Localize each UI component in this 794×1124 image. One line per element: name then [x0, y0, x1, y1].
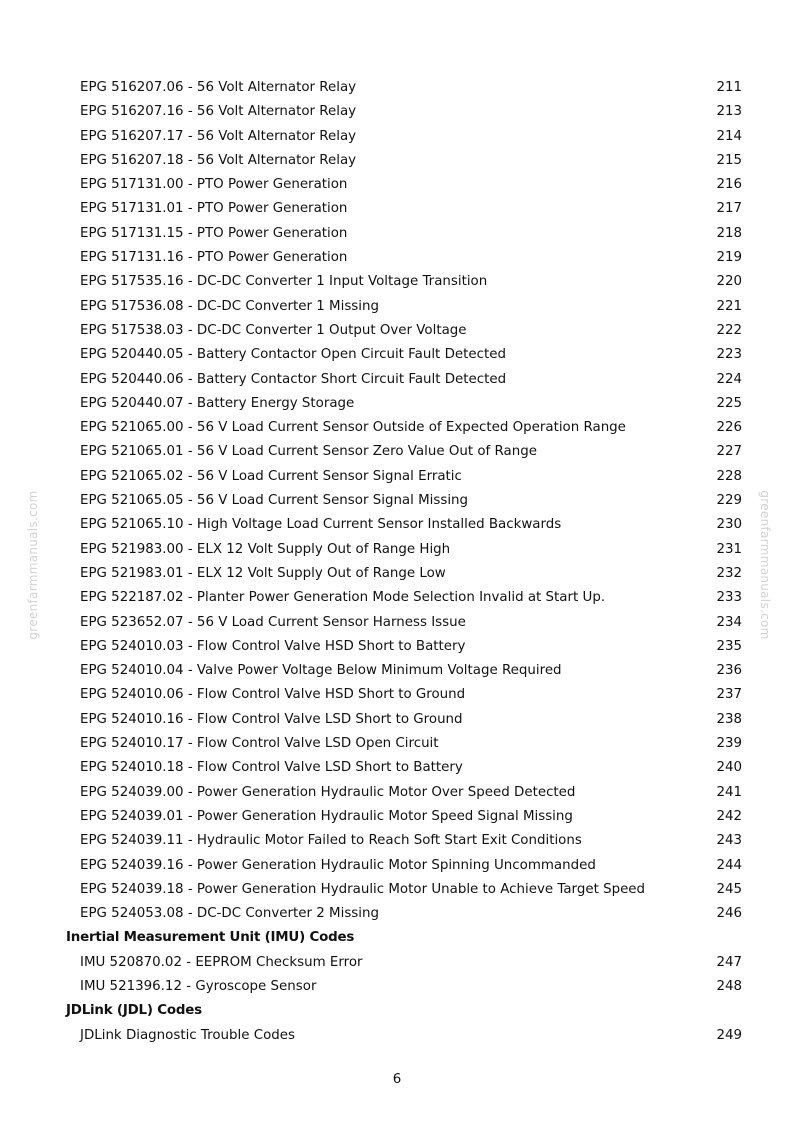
toc-entry-title: EPG 521983.01 - ELX 12 Volt Supply Out of Range Low	[80, 565, 446, 581]
toc-entry[interactable]	[0, 246, 794, 270]
toc-entry-title: EPG 517131.15 - PTO Power Generation	[80, 225, 348, 241]
toc-entry[interactable]	[0, 538, 794, 562]
toc-entry[interactable]	[0, 635, 794, 659]
toc-entry-page: 240	[716, 760, 742, 776]
toc-entry-page: 234	[716, 614, 742, 630]
toc-entry-title: EPG 524010.16 - Flow Control Valve LSD Short to Ground	[80, 711, 463, 727]
toc-entry-page: 220	[716, 274, 742, 290]
toc-entry-title: EPG 516207.16 - 56 Volt Alternator Relay	[80, 104, 357, 120]
toc-entry-page: 219	[716, 250, 742, 266]
toc-entry-page: 245	[716, 881, 742, 897]
toc-entry[interactable]	[0, 732, 794, 756]
toc-entry-page: 242	[716, 808, 742, 824]
toc-entry[interactable]	[0, 392, 794, 416]
toc-entry-title: EPG 521065.05 - 56 V Load Current Sensor Signal Missing	[80, 493, 469, 509]
toc-entry-title: EPG 524010.04 - Valve Power Voltage Below Minimum Voltage Required	[80, 663, 562, 679]
toc-entry-title: EPG 524010.18 - Flow Control Valve LSD Short to Battery	[80, 760, 463, 776]
toc-entry-title: EPG 524039.01 - Power Generation Hydraulic Motor Speed Signal Missing	[80, 808, 573, 824]
toc-entry-page: 231	[716, 541, 742, 557]
toc-section-heading	[0, 926, 794, 950]
toc-entry[interactable]	[0, 586, 794, 610]
toc-entry-page: 249	[716, 1027, 742, 1043]
toc-entry[interactable]	[0, 319, 794, 343]
toc-entry[interactable]	[0, 878, 794, 902]
toc-entry[interactable]	[0, 416, 794, 440]
toc-entry-page: 233	[716, 590, 742, 606]
toc-entry[interactable]	[0, 100, 794, 124]
toc-entry-page: 247	[716, 954, 742, 970]
toc-entry-title: EPG 524010.17 - Flow Control Valve LSD Open Circuit	[80, 736, 439, 752]
toc-entry-title: JDLink Diagnostic Trouble Codes	[80, 1027, 295, 1043]
toc-entry-page: 241	[716, 784, 742, 800]
toc-entry[interactable]	[0, 343, 794, 367]
watermark-right: greenfarmmanuals.com	[758, 490, 772, 640]
toc-entry-title: EPG 524039.16 - Power Generation Hydraulic Motor Spinning Uncommanded	[80, 857, 596, 873]
toc-entry[interactable]	[0, 756, 794, 780]
toc-entry-title: EPG 521983.00 - ELX 12 Volt Supply Out of Range High	[80, 541, 451, 557]
toc-entry-title: EPG 517131.00 - PTO Power Generation	[80, 177, 348, 193]
toc-entry[interactable]	[0, 295, 794, 319]
toc-entry-title: EPG 517131.16 - PTO Power Generation	[80, 250, 348, 266]
toc-entry-title: EPG 517131.01 - PTO Power Generation	[80, 201, 348, 217]
toc-entry-page: 215	[716, 152, 742, 168]
toc-entry-page: 237	[716, 687, 742, 703]
toc-entry-title: EPG 524010.03 - Flow Control Valve HSD Short to Battery	[80, 638, 466, 654]
toc-entry-page: 229	[716, 493, 742, 509]
toc-entry[interactable]	[0, 951, 794, 975]
toc-entry-page: 216	[716, 177, 742, 193]
toc-entry-title: EPG 522187.02 - Planter Power Generation Mode Selection Invalid at Start Up.	[80, 590, 606, 606]
toc-entry-page: 213	[716, 104, 742, 120]
toc-entry-title: EPG 521065.00 - 56 V Load Current Sensor Outside of Expected Operation Range	[80, 420, 626, 436]
toc-entry-title: EPG 517538.03 - DC-DC Converter 1 Output Over Voltage	[80, 322, 467, 338]
toc-entry-page: 238	[716, 711, 742, 727]
toc-entry[interactable]	[0, 683, 794, 707]
toc-entry[interactable]	[0, 197, 794, 221]
toc-entry[interactable]	[0, 368, 794, 392]
toc-entry[interactable]	[0, 222, 794, 246]
toc-entry-page: 248	[716, 978, 742, 994]
toc-entry-page: 211	[716, 80, 742, 95]
toc-entry-page: 214	[716, 128, 742, 144]
toc-entry[interactable]	[0, 440, 794, 464]
toc-entry-title: EPG 516207.17 - 56 Volt Alternator Relay	[80, 128, 357, 144]
toc-entry-page: 217	[716, 201, 742, 217]
toc-entry-title: EPG 516207.18 - 56 Volt Alternator Relay	[80, 152, 357, 168]
toc-entry-page: 236	[716, 663, 742, 679]
toc-entry[interactable]	[0, 708, 794, 732]
toc-entry-title: EPG 521065.01 - 56 V Load Current Sensor Zero Value Out of Range	[80, 444, 537, 460]
toc-entry-page: 230	[716, 517, 742, 533]
toc-entry-title: EPG 521065.10 - High Voltage Load Current Sensor Installed Backwards	[80, 517, 562, 533]
toc-entry-title: Inertial Measurement Unit (IMU) Codes	[66, 930, 355, 946]
toc-entry[interactable]	[0, 854, 794, 878]
toc-entry[interactable]	[0, 125, 794, 149]
toc-entry-title: JDLink (JDL) Codes	[66, 1003, 202, 1019]
toc-entry[interactable]	[0, 659, 794, 683]
toc-entry-title: EPG 523652.07 - 56 V Load Current Sensor Harness Issue	[80, 614, 466, 630]
toc-entry[interactable]	[0, 465, 794, 489]
toc-entry-page: 227	[716, 444, 742, 460]
toc-entry-page: 232	[716, 565, 742, 581]
toc-entry-page: 223	[716, 347, 742, 363]
toc-entry-title: EPG 520440.06 - Battery Contactor Short Circuit Fault Detected	[80, 371, 507, 387]
toc-entry[interactable]	[0, 489, 794, 513]
toc-entry[interactable]	[0, 173, 794, 197]
toc-entry-page: 243	[716, 833, 742, 849]
toc-entry-page: 246	[716, 906, 742, 922]
watermark-left: greenfarmmanuals.com	[26, 490, 40, 640]
toc-entry[interactable]	[0, 781, 794, 805]
toc-entry-title: EPG 524053.08 - DC-DC Converter 2 Missing	[80, 906, 379, 922]
toc-entry-page: 239	[716, 736, 742, 752]
toc-entry-page: 226	[716, 420, 742, 436]
toc-entry[interactable]	[0, 829, 794, 853]
toc-entry-title: EPG 524039.18 - Power Generation Hydraulic Motor Unable to Achieve Target Speed	[80, 881, 646, 897]
toc-entry-title: EPG 517536.08 - DC-DC Converter 1 Missing	[80, 298, 379, 314]
table-of-contents	[0, 76, 794, 1048]
toc-entry-title: EPG 524010.06 - Flow Control Valve HSD Short to Ground	[80, 687, 466, 703]
toc-entry-page: 244	[716, 857, 742, 873]
toc-entry-title: EPG 520440.05 - Battery Contactor Open Circuit Fault Detected	[80, 347, 506, 363]
toc-entry-page: 225	[716, 395, 742, 411]
toc-entry-title: EPG 524039.11 - Hydraulic Motor Failed to Reach Soft Start Exit Conditions	[80, 833, 582, 849]
toc-entry-title: EPG 516207.06 - 56 Volt Alternator Relay	[80, 80, 357, 95]
toc-entry-page: 218	[716, 225, 742, 241]
toc-entry-title: EPG 520440.07 - Battery Energy Storage	[80, 395, 355, 411]
toc-entry-title: IMU 521396.12 - Gyroscope Sensor	[80, 978, 317, 994]
toc-entry[interactable]	[0, 562, 794, 586]
toc-entry[interactable]	[0, 149, 794, 173]
toc-entry-page: 221	[716, 298, 742, 314]
toc-entry[interactable]	[0, 1024, 794, 1048]
page-number: 6	[392, 1072, 402, 1087]
toc-entry[interactable]	[0, 270, 794, 294]
toc-entry[interactable]	[0, 805, 794, 829]
toc-entry-page: 224	[716, 371, 742, 387]
toc-entry[interactable]	[0, 513, 794, 537]
toc-entry[interactable]	[0, 76, 794, 100]
toc-entry[interactable]	[0, 902, 794, 926]
toc-entry-page: 228	[716, 468, 742, 484]
toc-entry-title: IMU 520870.02 - EEPROM Checksum Error	[80, 954, 363, 970]
toc-section-heading	[0, 999, 794, 1023]
toc-entry-page: 222	[716, 322, 742, 338]
toc-entry-title: EPG 521065.02 - 56 V Load Current Sensor Signal Erratic	[80, 468, 462, 484]
toc-entry[interactable]	[0, 611, 794, 635]
toc-entry-page: 235	[716, 638, 742, 654]
toc-entry-title: EPG 517535.16 - DC-DC Converter 1 Input Voltage Transition	[80, 274, 488, 290]
toc-entry-title: EPG 524039.00 - Power Generation Hydraulic Motor Over Speed Detected	[80, 784, 576, 800]
toc-entry[interactable]	[0, 975, 794, 999]
